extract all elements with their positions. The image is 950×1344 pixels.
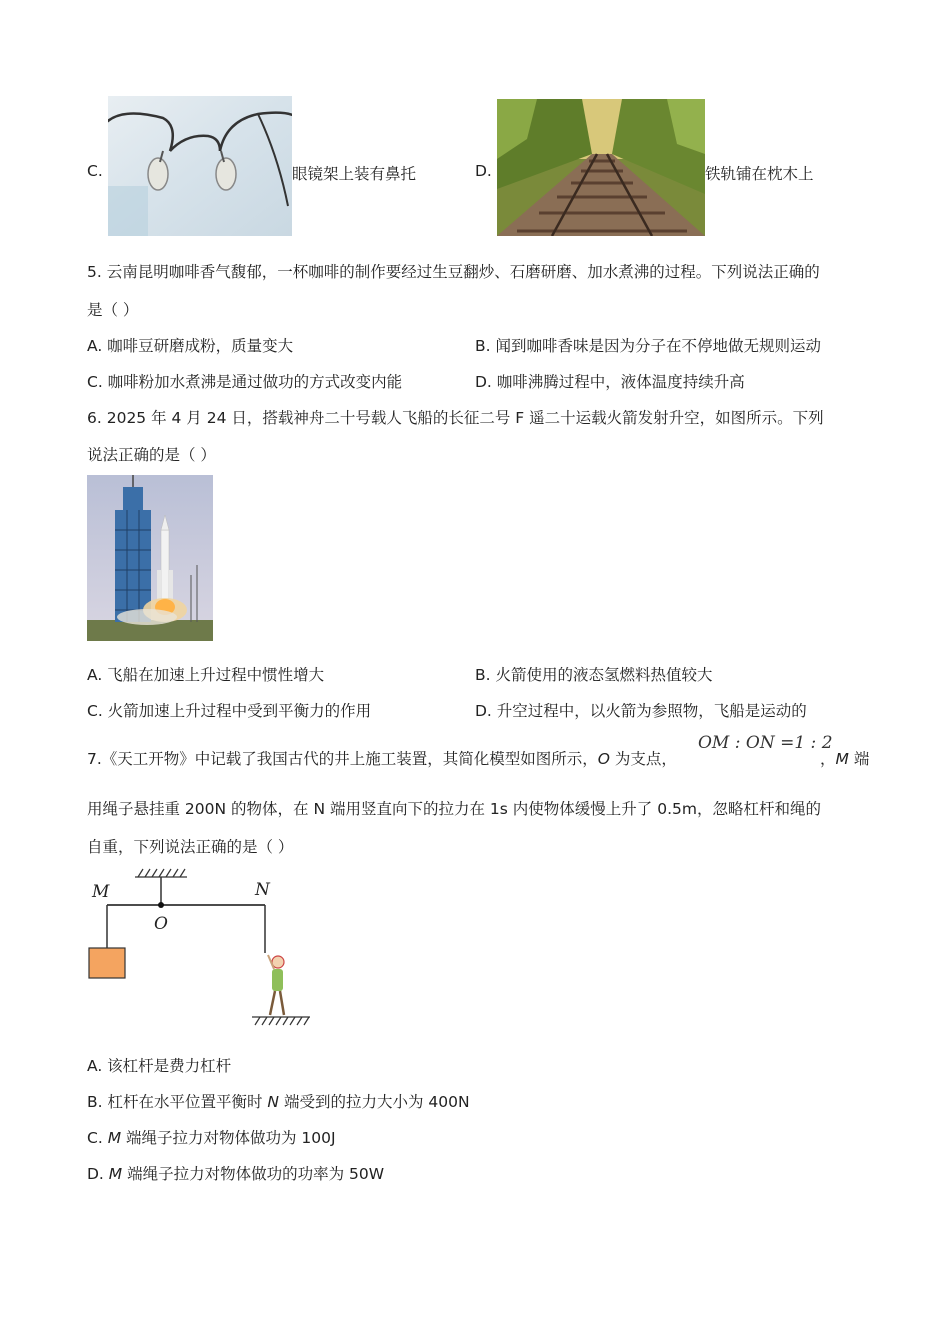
q7-option-d [87, 1162, 384, 1184]
q7-stem-line1 [87, 747, 677, 769]
q5-option-a: A. 咖啡豆研磨成粉，质量变大 [87, 337, 294, 355]
q6-option-b: B. 火箭使用的液态氢燃料热值较大 [475, 666, 713, 684]
q7-option-c-m: M [107, 1129, 122, 1147]
q7-option-b-text-1: B. 杠杆在水平位置平衡时 [87, 1093, 268, 1111]
q6-stem-line2: 说法正确的是（ ） [87, 446, 216, 464]
q5-option-d: D. 咖啡沸腾过程中，液体温度持续升高 [475, 373, 745, 391]
q6-option-c: C. 火箭加速上升过程中受到平衡力的作用 [87, 702, 372, 720]
q7-option-c-text-2: 端绳子拉力对物体做功为 100J [121, 1129, 336, 1147]
q4-option-c-text: 眼镜架上装有鼻托 [292, 165, 417, 183]
lever-label-o: O [154, 914, 168, 934]
q7-stem-text-3: 端 [848, 750, 870, 768]
q7-option-d-text-1: D. [87, 1165, 109, 1183]
q7-option-b [87, 1090, 470, 1112]
q5-stem-line1: 5. 云南昆明咖啡香气馥郁，一杯咖啡的制作要经过生豆翻炒、石磨研磨、加水煮沸的过程。下列说法正确的 [87, 263, 820, 281]
q5-stem-line2: 是（ ） [87, 301, 139, 319]
q4-option-d-label: D. [475, 162, 492, 180]
lever-label-m: M [92, 882, 110, 902]
lever-diagram [80, 865, 320, 1035]
q6-stem-line1: 6. 2025 年 4 月 24 日，搭载神舟二十号载人飞船的长征二号 F 遥二十运载火箭发射升空，如图所示。下列 [87, 409, 824, 427]
rocket-launch-photo [87, 475, 213, 641]
q4-option-c-label: C. [87, 162, 103, 180]
q7-stem-text-1: 7.《天工开物》中记载了我国古代的井上施工装置，其简化模型如图所示， [87, 750, 598, 768]
q6-option-d: D. 升空过程中，以火箭为参照物，飞船是运动的 [475, 702, 807, 720]
q7-stem-tail [820, 747, 869, 769]
q7-o-letter: O [597, 750, 610, 768]
q7-option-c-text-1: C. [87, 1129, 108, 1147]
pivot-point [158, 902, 164, 908]
q7-ratio-formula: OM : ON =1 : 2 [698, 733, 833, 753]
person-pulling-icon [268, 955, 284, 1015]
q6-option-a: A. 飞船在加速上升过程中惯性增大 [87, 666, 325, 684]
railway-photo [497, 99, 705, 236]
q7-option-d-m: M [108, 1165, 123, 1183]
q5-option-b: B. 闻到咖啡香味是因为分子在不停地做无规则运动 [475, 337, 821, 355]
q7-option-b-n: N [267, 1093, 280, 1111]
q7-comma: ， [820, 750, 836, 768]
q7-option-b-text-2: 端受到的拉力大小为 400N [279, 1093, 470, 1111]
lever-label-n: N [255, 880, 270, 900]
q7-option-c [87, 1126, 336, 1148]
ground-hatch [252, 1017, 310, 1025]
q7-option-a: A. 该杠杆是费力杠杆 [87, 1057, 232, 1075]
ceiling-hatch [135, 869, 187, 877]
q7-stem-line2: 用绳子悬挂重 200N 的物体，在 N 端用竖直向下的拉力在 1s 内使物体缓慢上升了 0.5m，忽略杠杆和绳的 [87, 800, 821, 818]
q4-option-d-text: 铁轨铺在枕木上 [705, 165, 814, 183]
q5-option-c: C. 咖啡粉加水煮沸是通过做功的方式改变内能 [87, 373, 403, 391]
q7-m-letter: M [835, 750, 849, 768]
hanging-block [89, 948, 125, 978]
q7-stem-line3: 自重，下列说法正确的是（ ） [87, 838, 294, 856]
glasses-photo [108, 96, 292, 236]
q7-stem-text-2: 为支点， [610, 750, 677, 768]
q7-option-d-text-2: 端绳子拉力对物体做功的功率为 50W [122, 1165, 385, 1183]
